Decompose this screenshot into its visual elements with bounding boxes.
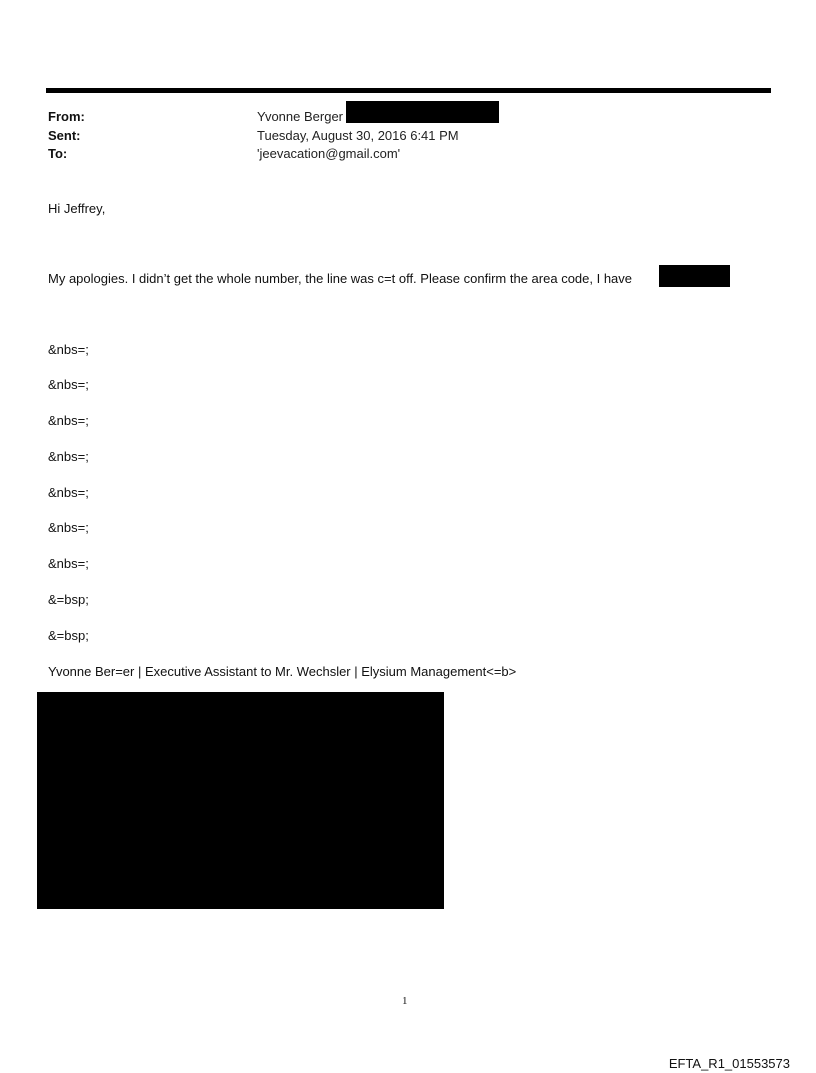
signature: Yvonne Ber=er | Executive Assistant to Mr. Wechsler | Elysium Management<=b> xyxy=(48,664,517,679)
sent-value: Tuesday, August 30, 2016 6:41 PM xyxy=(257,128,459,143)
from-value: Yvonne Berger xyxy=(257,109,344,124)
page-number: 1 xyxy=(402,995,408,1007)
redaction-phone xyxy=(659,265,730,287)
to-value: 'jeevacation@gmail.com' xyxy=(257,146,401,161)
header-rule xyxy=(46,88,771,93)
filler-line: &nbs=; xyxy=(48,485,89,500)
sent-label: Sent: xyxy=(48,128,81,143)
to-label: To: xyxy=(48,146,68,161)
filler-line: &=bsp; xyxy=(48,592,89,607)
filler-line: &nbs=; xyxy=(48,556,89,571)
greeting: Hi Jeffrey, xyxy=(48,201,106,216)
filler-line: &=bsp; xyxy=(48,628,89,643)
filler-line: &nbs=; xyxy=(48,413,89,428)
filler-line: &nbs=; xyxy=(48,377,89,392)
redaction-email xyxy=(346,101,499,123)
filler-line: &nbs=; xyxy=(48,449,89,464)
bates-number: EFTA_R1_01553573 xyxy=(668,1056,790,1071)
filler-line: &nbs=; xyxy=(48,520,89,535)
message-text: My apologies. I didn’t get the whole number, the line was c=t off. Please confirm the area code, I have xyxy=(48,271,633,286)
filler-line: &nbs=; xyxy=(48,342,89,357)
redaction-signature-block xyxy=(37,692,444,909)
from-label: From: xyxy=(48,109,85,124)
